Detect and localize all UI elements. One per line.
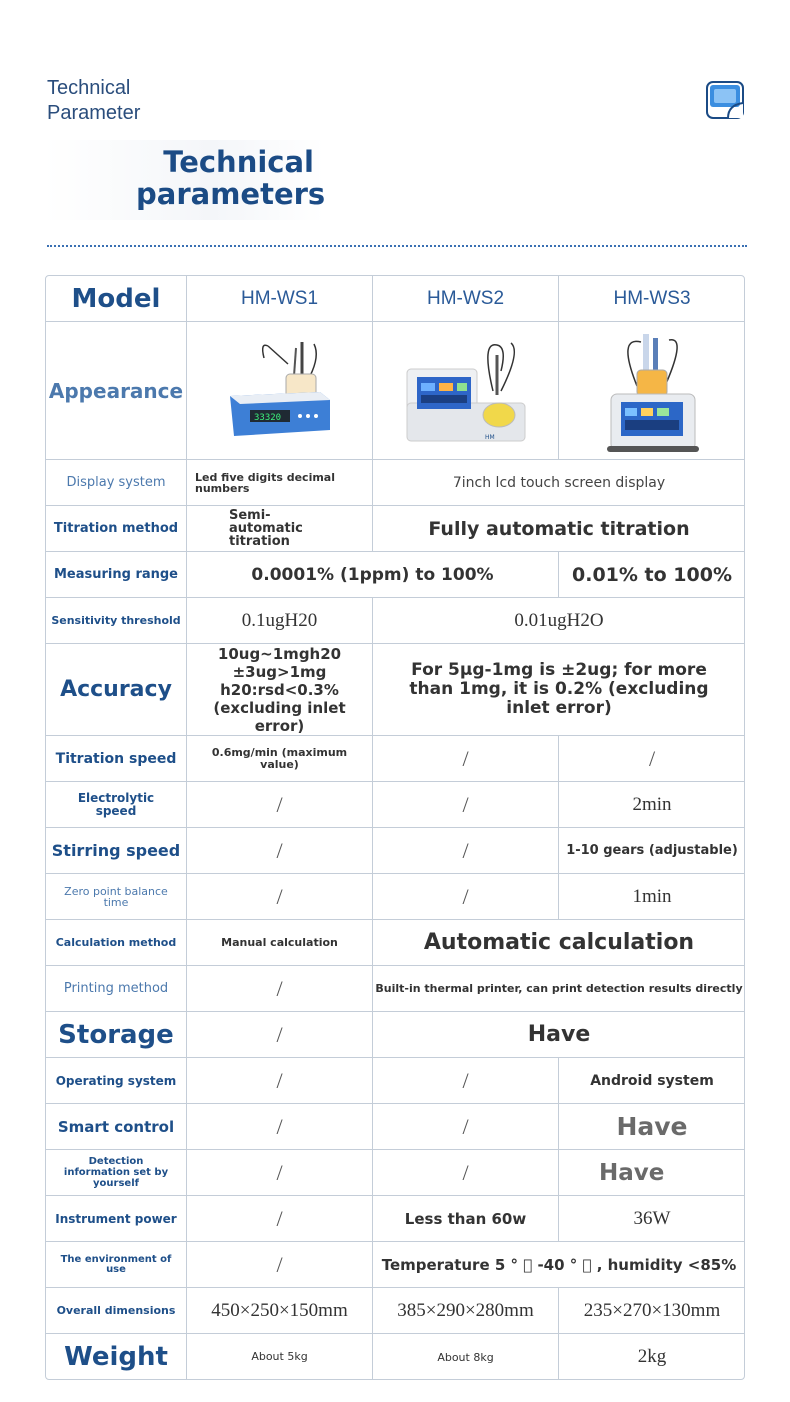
printing-ws23: Built-in thermal printer, can print detection results directly <box>373 966 745 1012</box>
stirring-speed-ws2: / <box>373 828 559 874</box>
detection-info-ws1: / <box>187 1150 373 1196</box>
storage-label: Storage <box>46 1012 187 1058</box>
sensitivity-ws23: 0.01ugH2O <box>373 598 745 644</box>
model-ws1: HM-WS1 <box>187 276 373 322</box>
parameters-table <box>45 275 745 1380</box>
operating-system-ws2: / <box>373 1058 559 1104</box>
detection-info-label: Detection information set by yourself <box>46 1150 187 1196</box>
measuring-range-ws3: 0.01% to 100% <box>559 552 745 598</box>
svg-text:HM: HM <box>484 433 495 441</box>
stirring-speed-label: Stirring speed <box>46 828 187 874</box>
model-ws3: HM-WS3 <box>559 276 745 322</box>
storage-ws1: / <box>187 1012 373 1058</box>
calculation-ws23: Automatic calculation <box>373 920 745 966</box>
operating-system-ws3: Android system <box>559 1058 745 1104</box>
stirring-speed-ws3: 1-10 gears (adjustable) <box>559 828 745 874</box>
smart-control-ws3: Have <box>559 1104 745 1150</box>
accuracy-ws1: 10ug~1mgh20 ±3ug>1mg h20:rsd<0.3% (excluding inlet error) <box>187 644 373 736</box>
header-small-title <box>47 76 140 126</box>
operating-system-label: Operating system <box>46 1058 187 1104</box>
printing-label: Printing method <box>46 966 187 1012</box>
brand-logo-icon <box>706 81 744 119</box>
titration-method-label: Titration method <box>46 506 187 552</box>
zero-point-ws3: 1min <box>559 874 745 920</box>
electrolytic-speed-ws3: 2min <box>559 782 745 828</box>
measuring-range-label: Measuring range <box>46 552 187 598</box>
dimensions-ws1: 450×250×150mm <box>187 1288 373 1334</box>
environment-ws23: Temperature 5 ° ⃞ -40 ° ⃞ , humidity <85% <box>373 1242 745 1288</box>
titration-method-ws1: Semi-automatic titration <box>187 506 373 552</box>
calculation-label: Calculation method <box>46 920 187 966</box>
dimensions-ws2: 385×290×280mm <box>373 1288 559 1334</box>
header-small-line2: Parameter <box>47 102 141 124</box>
power-label: Instrument power <box>46 1196 187 1242</box>
stirring-speed-ws1: / <box>187 828 373 874</box>
display-label: Display system <box>46 460 187 506</box>
header-small-line1: Technical <box>47 77 131 99</box>
weight-ws1: About 5kg <box>187 1334 373 1380</box>
instrument-ws3-image <box>597 326 707 456</box>
sensitivity-ws1: 0.1ugH20 <box>187 598 373 644</box>
display-ws23: 7inch lcd touch screen display <box>373 460 745 506</box>
sensitivity-label: Sensitivity threshold <box>46 598 187 644</box>
dotted-divider <box>47 245 747 247</box>
environment-label: The environment of use <box>46 1242 187 1288</box>
electrolytic-speed-label: Electrolytic speed <box>46 782 187 828</box>
instrument-ws1-image <box>220 336 340 446</box>
accuracy-ws23: For 5μg-1mg is ±2ug; for more than 1mg, it is 0.2% (excluding inlet error) <box>373 644 745 736</box>
storage-ws23: Have <box>373 1012 745 1058</box>
detection-info-ws3: Have <box>559 1150 745 1196</box>
product-image-ws3 <box>559 322 745 460</box>
smart-control-ws2: / <box>373 1104 559 1150</box>
electrolytic-speed-ws2: / <box>373 782 559 828</box>
power-ws1: / <box>187 1196 373 1242</box>
product-image-ws1 <box>187 322 373 460</box>
display-ws1: Led five digits decimal numbers <box>187 460 373 506</box>
electrolytic-speed-ws1: / <box>187 782 373 828</box>
operating-system-ws1: / <box>187 1058 373 1104</box>
smart-control-ws1: / <box>187 1104 373 1150</box>
weight-ws2: About 8kg <box>373 1334 559 1380</box>
dimensions-ws3: 235×270×130mm <box>559 1288 745 1334</box>
titration-speed-ws3: / <box>559 736 745 782</box>
titration-speed-label: Titration speed <box>46 736 187 782</box>
zero-point-label: Zero point balance time <box>46 874 187 920</box>
zero-point-ws2: / <box>373 874 559 920</box>
header-big-title <box>136 145 326 211</box>
titration-speed-ws1: 0.6mg/min (maximum value) <box>187 736 373 782</box>
printing-ws1: / <box>187 966 373 1012</box>
detection-info-ws2: / <box>373 1150 559 1196</box>
instrument-ws2-image <box>401 331 531 451</box>
titration-method-ws23: Fully automatic titration <box>373 506 745 552</box>
model-label: Model <box>46 276 187 322</box>
weight-ws3: 2kg <box>637 1346 667 1367</box>
environment-ws1: / <box>187 1242 373 1288</box>
model-ws2: HM-WS2 <box>373 276 559 322</box>
titration-speed-ws2: / <box>373 736 559 782</box>
power-ws2: Less than 60w <box>373 1196 559 1242</box>
dimensions-label: Overall dimensions <box>46 1288 187 1334</box>
measuring-range-ws12: 0.0001% (1ppm) to 100% <box>187 552 559 598</box>
calculation-ws1: Manual calculation <box>187 920 373 966</box>
zero-point-ws1: / <box>187 874 373 920</box>
product-image-ws2 <box>373 322 559 460</box>
smart-control-label: Smart control <box>46 1104 187 1150</box>
power-ws3: 36W <box>559 1196 745 1242</box>
header-big-line2: parameters <box>136 177 326 211</box>
svg-text:33320: 33320 <box>253 412 281 423</box>
weight-label: Weight <box>46 1334 187 1380</box>
appearance-label: Appearance <box>46 322 187 460</box>
accuracy-label: Accuracy <box>46 644 187 736</box>
header-big-line1: Technical <box>163 145 314 179</box>
